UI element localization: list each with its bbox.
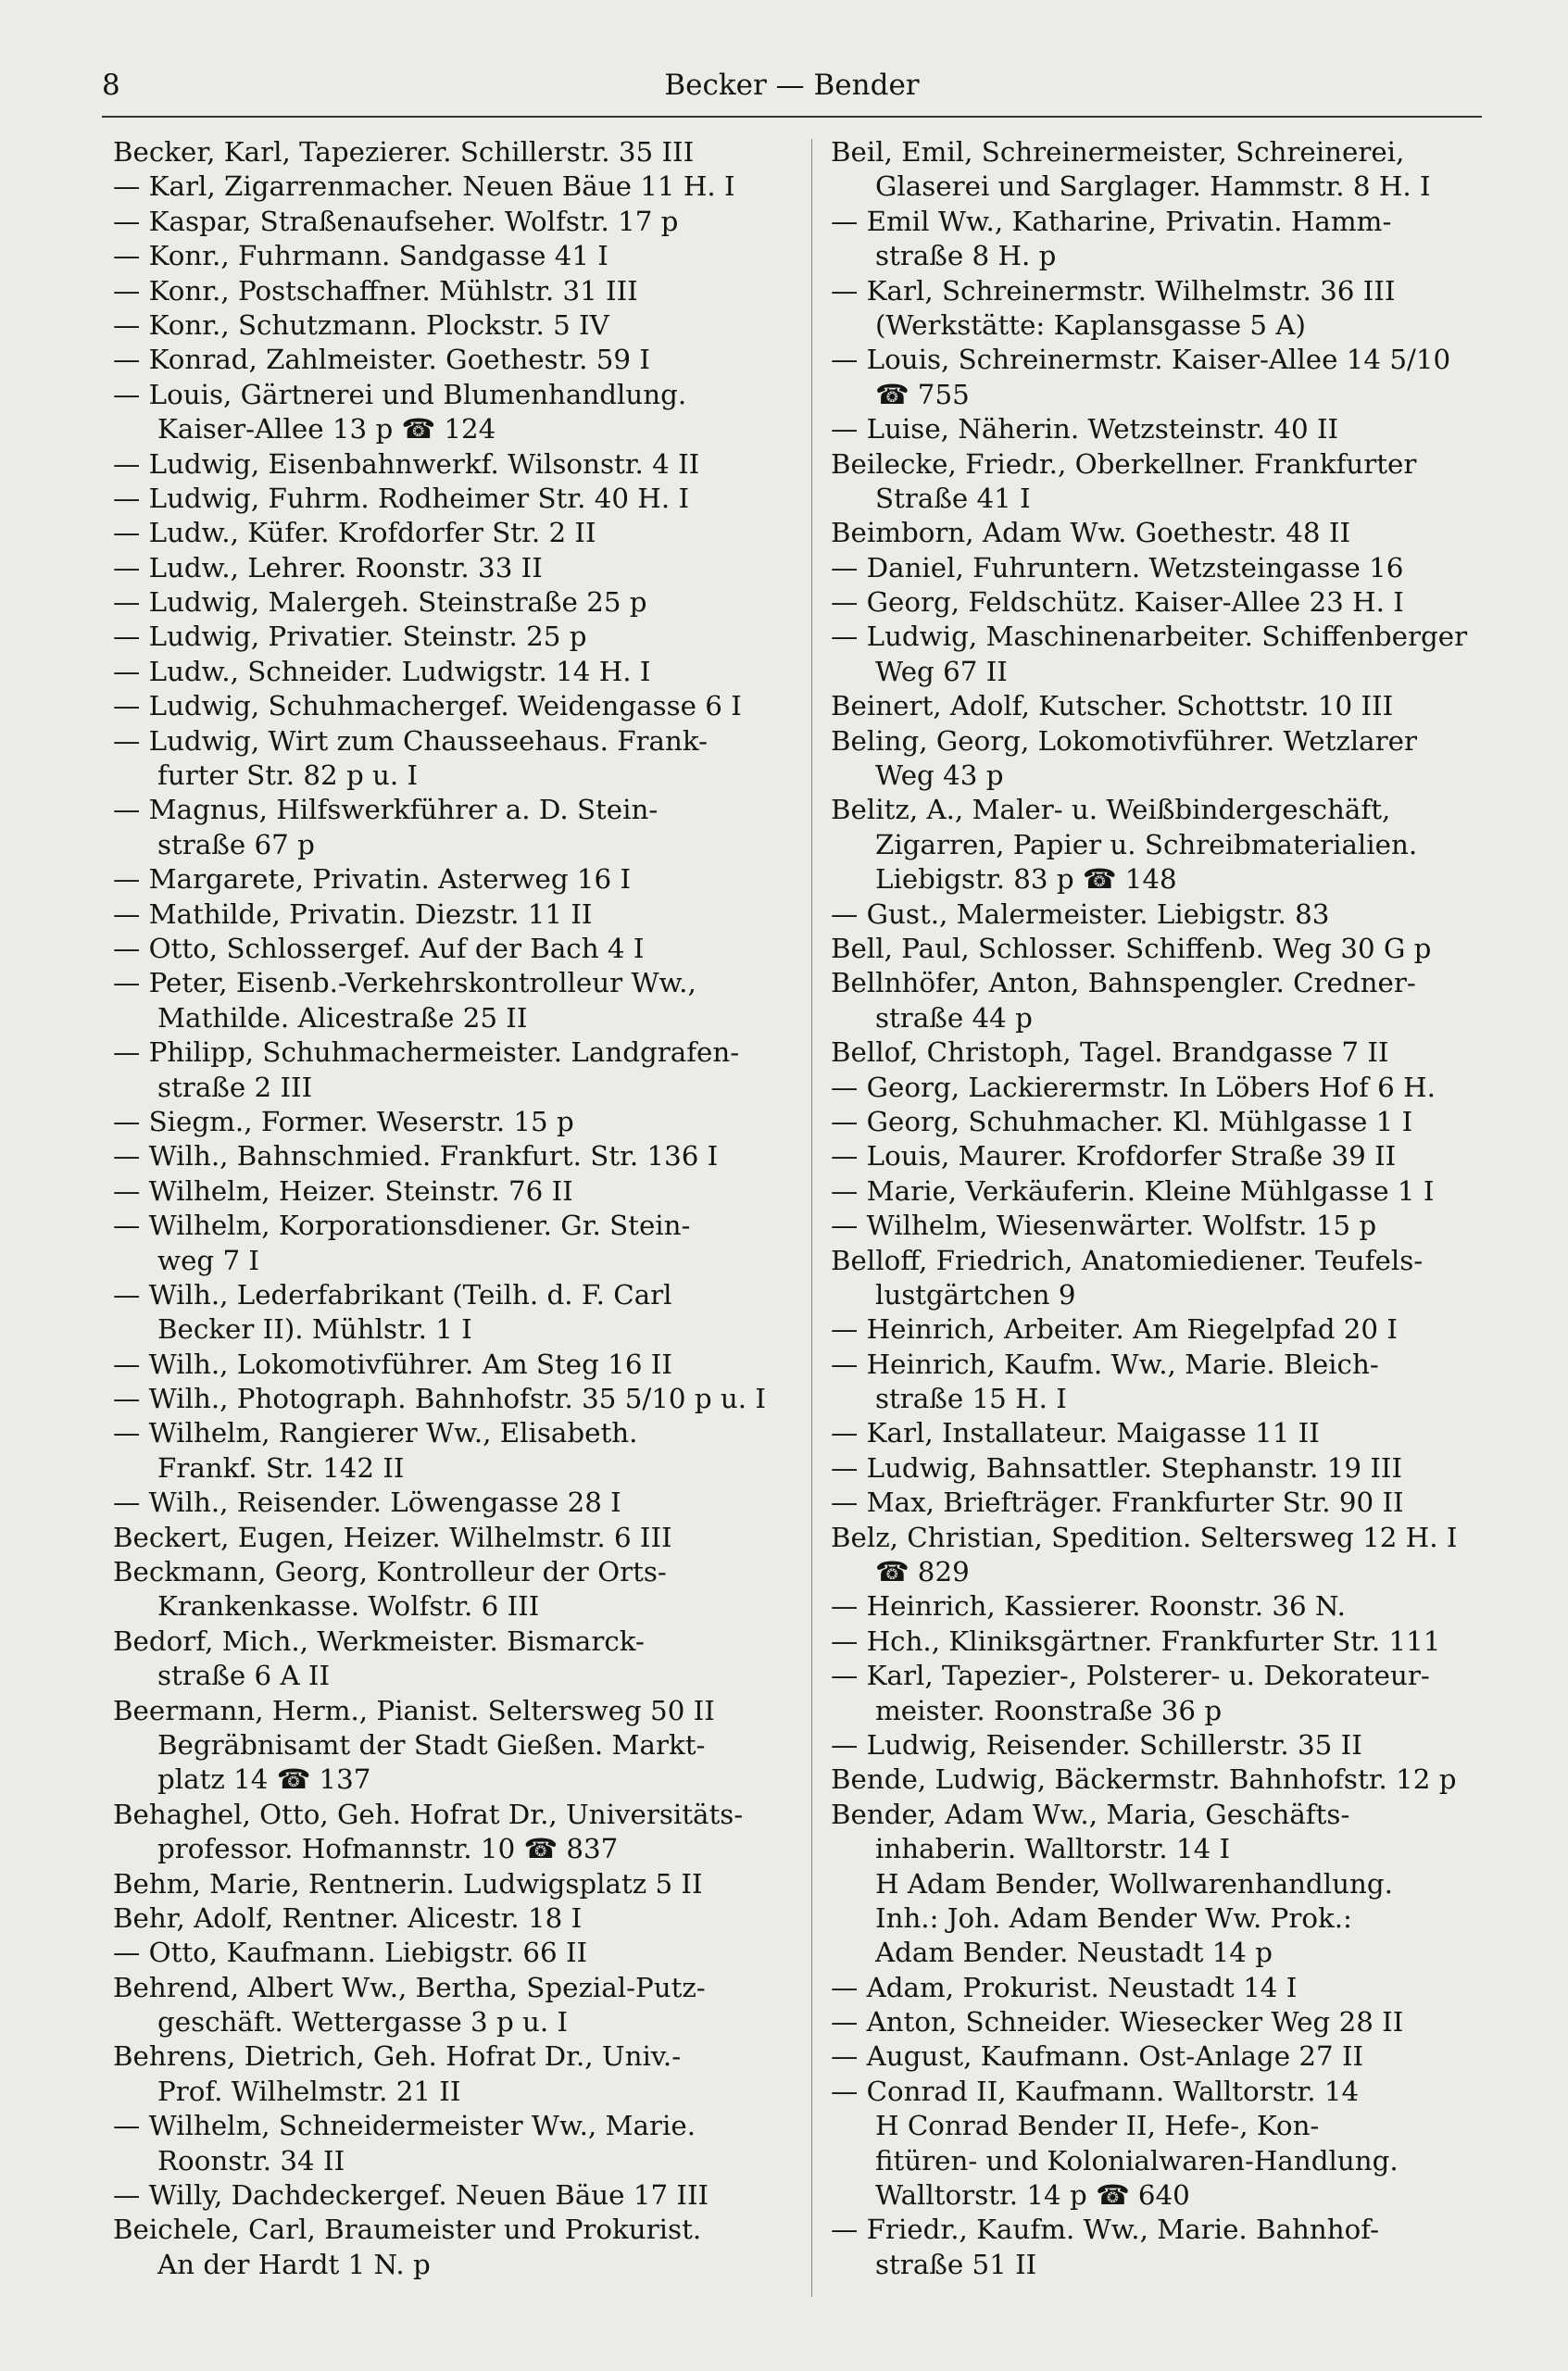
directory-line: Bell, Paul, Schlosser. Schiffenb. Weg 30 G p: [831, 932, 1432, 964]
directory-line: — Wilh., Lederfabrikant (Teilh. d. F. Carl: [113, 1278, 672, 1311]
directory-line: furter Str. 82 p u. I: [157, 759, 419, 792]
directory-line: Becker II). Mühlstr. 1 I: [157, 1313, 472, 1346]
directory-line: — Wilhelm, Heizer. Steinstr. 76 II: [113, 1174, 573, 1207]
left-column: [113, 135, 780, 2282]
directory-line: — Karl, Tapezier-, Polsterer- u. Dekorateur-: [831, 1660, 1430, 1692]
directory-line: — Mathilde, Privatin. Diezstr. 11 II: [113, 897, 593, 930]
directory-line: platz 14 ☎ 137: [157, 1763, 371, 1796]
directory-line: — Georg, Schuhmacher. Kl. Mühlgasse 1 I: [831, 1105, 1413, 1137]
directory-line: Zigarren, Papier u. Schreibmaterialien.: [875, 828, 1418, 860]
column-separator: [811, 139, 812, 2297]
directory-line: — August, Kaufmann. Ost-Anlage 27 II: [831, 2040, 1364, 2073]
directory-line: professor. Hofmannstr. 10 ☎ 837: [157, 1833, 619, 1865]
directory-line: — Marie, Verkäuferin. Kleine Mühlgasse 1 I: [831, 1174, 1435, 1207]
directory-line: Bellnhöfer, Anton, Bahnspengler. Credner-: [831, 967, 1416, 999]
directory-line: Begräbnisamt der Stadt Gießen. Markt-: [157, 1728, 706, 1761]
directory-line: Beilecke, Friedr., Oberkellner. Frankfurter: [831, 447, 1417, 480]
directory-line: Kaiser-Allee 13 p ☎ 124: [157, 413, 496, 445]
directory-line: — Heinrich, Kassierer. Roonstr. 36 N.: [831, 1590, 1346, 1623]
page-header: [102, 69, 1482, 117]
right-column: [831, 135, 1498, 2282]
directory-line: straße 8 H. p: [875, 240, 1057, 272]
directory-line: — Margarete, Privatin. Asterweg 16 I: [113, 863, 632, 896]
directory-line: Becker, Karl, Tapezierer. Schillerstr. 35 III: [113, 136, 695, 168]
directory-line: Beling, Georg, Lokomotivführer. Wetzlarer: [831, 724, 1418, 757]
directory-line: — Peter, Eisenb.-Verkehrskontrolleur Ww.,: [113, 967, 696, 999]
directory-line: ☎ 755: [875, 378, 970, 410]
directory-line: — Ludw., Lehrer. Roonstr. 33 II: [113, 551, 543, 583]
directory-line: — Heinrich, Arbeiter. Am Riegelpfad 20 I: [831, 1313, 1398, 1346]
directory-line: — Georg, Feldschütz. Kaiser-Allee 23 H. I: [831, 586, 1404, 619]
directory-line: Walltorstr. 14 p ☎ 640: [875, 2179, 1190, 2212]
directory-line: straße 67 p: [157, 828, 315, 860]
directory-line: (Werkstätte: Kaplansgasse 5 A): [875, 308, 1306, 341]
directory-line: — Wilhelm, Wiesenwärter. Wolfstr. 15 p: [831, 1210, 1377, 1242]
directory-line: — Adam, Prokurist. Neustadt 14 I: [831, 1971, 1298, 2003]
directory-line: — Daniel, Fuhruntern. Wetzsteingasse 16: [831, 551, 1404, 583]
directory-line: — Ludwig, Wirt zum Chausseehaus. Frank-: [113, 724, 708, 757]
directory-line: Beil, Emil, Schreinermeister, Schreinerei,: [831, 136, 1405, 168]
directory-line: — Ludw., Schneider. Ludwigstr. 14 H. I: [113, 655, 651, 687]
directory-line: — Ludwig, Malergeh. Steinstraße 25 p: [113, 586, 647, 619]
directory-line: — Georg, Lackierermstr. In Löbers Hof 6 H.: [831, 1071, 1436, 1103]
directory-line: — Gust., Malermeister. Liebigstr. 83: [831, 897, 1330, 930]
directory-line: — Luise, Näherin. Wetzsteinstr. 40 II: [831, 413, 1339, 445]
directory-line: straße 15 H. I: [875, 1383, 1067, 1415]
directory-line: — Louis, Gärtnerei und Blumenhandlung.: [113, 378, 687, 410]
directory-line: — Wilh., Photograph. Bahnhofstr. 35 5/10 p u. I: [113, 1383, 766, 1415]
directory-line: — Konrad, Zahlmeister. Goethestr. 59 I: [113, 344, 650, 376]
directory-line: inhaberin. Walltorstr. 14 I: [875, 1833, 1231, 1865]
directory-line: — Konr., Schutzmann. Plockstr. 5 IV: [113, 308, 609, 341]
directory-line: — Heinrich, Kaufm. Ww., Marie. Bleich-: [831, 1348, 1379, 1380]
directory-line: straße 2 III: [157, 1071, 313, 1103]
running-title: Becker — Bender: [664, 69, 920, 102]
directory-line: Bender, Adam Ww., Maria, Geschäfts-: [831, 1798, 1350, 1830]
directory-line: H Adam Bender, Wollwarenhandlung.: [875, 1867, 1393, 1900]
directory-line: — Conrad II, Kaufmann. Walltorstr. 14: [831, 2075, 1360, 2107]
directory-line: Belz, Christian, Spedition. Seltersweg 12 H. I: [831, 1521, 1458, 1553]
header-rule: [102, 116, 1482, 118]
directory-line: Beinert, Adolf, Kutscher. Schottstr. 10 III: [831, 690, 1394, 722]
directory-line: geschäft. Wettergasse 3 p u. I: [157, 2006, 569, 2039]
directory-line: Belitz, A., Maler- u. Weißbindergeschäft,: [831, 794, 1391, 826]
directory-line: Liebigstr. 83 p ☎ 148: [875, 863, 1177, 896]
directory-line: Behrens, Dietrich, Geh. Hofrat Dr., Univ.-: [113, 2040, 682, 2073]
directory-line: Weg 43 p: [875, 759, 1004, 792]
directory-line: Behr, Adolf, Rentner. Alicestr. 18 I: [113, 1901, 583, 1934]
directory-line: Behrend, Albert Ww., Bertha, Spezial-Putz-: [113, 1971, 706, 2003]
directory-line: — Willy, Dachdeckergef. Neuen Bäue 17 III: [113, 2179, 709, 2212]
directory-line: Krankenkasse. Wolfstr. 6 III: [157, 1590, 540, 1623]
directory-line: — Wilh., Bahnschmied. Frankfurt. Str. 136 I: [113, 1140, 719, 1173]
directory-line: — Siegm., Former. Weserstr. 15 p: [113, 1105, 574, 1137]
directory-line: Bellof, Christoph, Tagel. Brandgasse 7 II: [831, 1036, 1389, 1069]
directory-line: — Ludwig, Eisenbahnwerkf. Wilsonstr. 4 II: [113, 447, 700, 480]
directory-line: — Wilhelm, Korporationsdiener. Gr. Stein-: [113, 1210, 691, 1242]
directory-line: — Kaspar, Straßenaufseher. Wolfstr. 17 p: [113, 205, 679, 237]
directory-line: — Ludwig, Bahnsattler. Stephanstr. 19 III: [831, 1451, 1403, 1484]
directory-line: — Emil Ww., Katharine, Privatin. Hamm-: [831, 205, 1392, 237]
directory-line: — Max, Briefträger. Frankfurter Str. 90 II: [831, 1487, 1404, 1519]
directory-line: — Konr., Fuhrmann. Sandgasse 41 I: [113, 240, 608, 272]
directory-line: — Otto, Kaufmann. Liebigstr. 66 II: [113, 1937, 588, 1969]
directory-line: straße 44 p: [875, 1001, 1033, 1034]
directory-line: Belloff, Friedrich, Anatomiediener. Teufels-: [831, 1244, 1424, 1276]
directory-line: Prof. Wilhelmstr. 21 II: [157, 2075, 461, 2107]
directory-line: — Karl, Installateur. Maigasse 11 II: [831, 1417, 1320, 1449]
directory-line: Weg 67 II: [875, 655, 1008, 687]
directory-line: — Louis, Schreinermstr. Kaiser-Allee 14 5/10: [831, 344, 1451, 376]
directory-line: — Ludwig, Schuhmachergef. Weidengasse 6 I: [113, 690, 742, 722]
directory-line: — Ludwig, Maschinenarbeiter. Schiffenberger: [831, 621, 1468, 653]
directory-line: Bende, Ludwig, Bäckermstr. Bahnhofstr. 12 p: [831, 1763, 1457, 1796]
directory-line: straße 6 A II: [157, 1660, 331, 1692]
directory-line: — Magnus, Hilfswerkführer a. D. Stein-: [113, 794, 659, 826]
directory-line: Behaghel, Otto, Geh. Hofrat Dr., Universitäts-: [113, 1798, 744, 1830]
directory-line: ☎ 829: [875, 1556, 970, 1588]
directory-line: — Ludwig, Reisender. Schillerstr. 35 II: [831, 1728, 1362, 1761]
directory-line: Beimborn, Adam Ww. Goethestr. 48 II: [831, 517, 1351, 549]
directory-line: H Conrad Bender II, Hefe-, Kon-: [875, 2110, 1320, 2142]
directory-line: — Louis, Maurer. Krofdorfer Straße 39 II: [831, 1140, 1397, 1173]
directory-line: straße 51 II: [875, 2248, 1037, 2280]
directory-line: Beckert, Eugen, Heizer. Wilhelmstr. 6 III: [113, 1521, 672, 1553]
directory-line: — Karl, Zigarrenmacher. Neuen Bäue 11 H. I: [113, 170, 735, 203]
directory-line: Beermann, Herm., Pianist. Seltersweg 50 II: [113, 1694, 715, 1726]
directory-line: Beichele, Carl, Braumeister und Prokurist.: [113, 2214, 702, 2246]
directory-line: — Ludwig, Privatier. Steinstr. 25 p: [113, 621, 587, 653]
directory-line: — Ludw., Küfer. Krofdorfer Str. 2 II: [113, 517, 596, 549]
directory-line: Glaserei und Sarglager. Hammstr. 8 H. I: [875, 170, 1431, 203]
directory-line: fitüren- und Kolonialwaren-Handlung.: [875, 2144, 1399, 2177]
directory-line: — Wilhelm, Rangierer Ww., Elisabeth.: [113, 1417, 638, 1449]
directory-line: — Wilh., Lokomotivführer. Am Steg 16 II: [113, 1348, 672, 1380]
directory-line: weg 7 I: [157, 1244, 260, 1276]
directory-line: Bedorf, Mich., Werkmeister. Bismarck-: [113, 1625, 645, 1657]
directory-line: — Wilh., Reisender. Löwengasse 28 I: [113, 1487, 621, 1519]
directory-line: Mathilde. Alicestraße 25 II: [157, 1001, 528, 1034]
directory-line: — Hch., Kliniksgärtner. Frankfurter Str. 111: [831, 1625, 1441, 1657]
directory-line: An der Hardt 1 N. p: [157, 2248, 431, 2280]
directory-line: Beckmann, Georg, Kontrolleur der Orts-: [113, 1556, 667, 1588]
directory-line: Roonstr. 34 II: [157, 2144, 345, 2177]
directory-line: — Otto, Schlossergef. Auf der Bach 4 I: [113, 932, 645, 964]
directory-line: lustgärtchen 9: [875, 1278, 1076, 1311]
directory-line: — Philipp, Schuhmachermeister. Landgrafen-: [113, 1036, 740, 1069]
directory-line: — Konr., Postschaffner. Mühlstr. 31 III: [113, 274, 638, 307]
page-number: 8: [102, 69, 120, 102]
directory-line: — Anton, Schneider. Wiesecker Weg 28 II: [831, 2006, 1404, 2039]
directory-line: meister. Roonstraße 36 p: [875, 1694, 1223, 1726]
directory-line: — Wilhelm, Schneidermeister Ww., Marie.: [113, 2110, 696, 2142]
directory-line: — Karl, Schreinermstr. Wilhelmstr. 36 III: [831, 274, 1396, 307]
directory-line: Straße 41 I: [875, 482, 1031, 514]
directory-line: Behm, Marie, Rentnerin. Ludwigsplatz 5 II: [113, 1867, 703, 1900]
directory-line: Frankf. Str. 142 II: [157, 1451, 405, 1484]
directory-line: Inh.: Joh. Adam Bender Ww. Prok.:: [875, 1901, 1352, 1934]
directory-line: — Ludwig, Fuhrm. Rodheimer Str. 40 H. I: [113, 482, 690, 514]
directory-line: Adam Bender. Neustadt 14 p: [875, 1937, 1273, 1969]
directory-line: — Friedr., Kaufm. Ww., Marie. Bahnhof-: [831, 2214, 1379, 2246]
